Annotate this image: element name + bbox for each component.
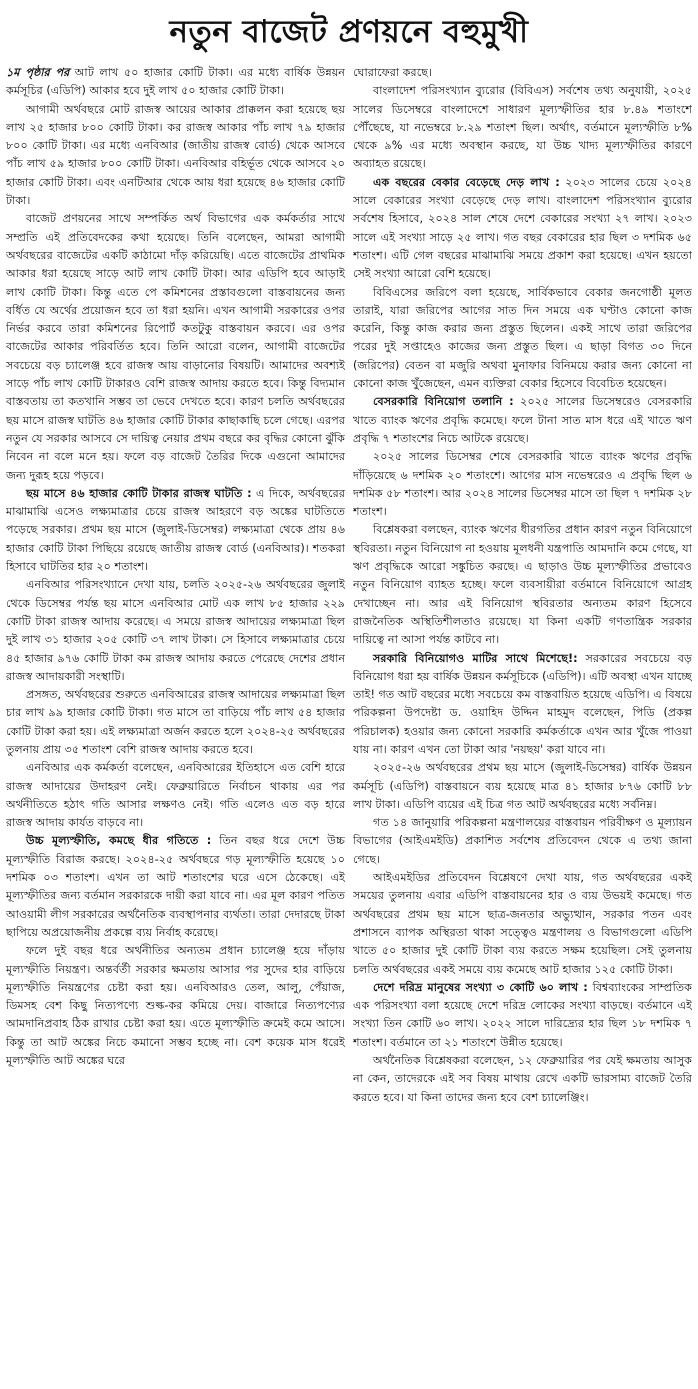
paragraph-left-6: এনবিআর এক কর্মকর্তা বলেছেন, এনবিআরের ইতিহাসে এত বেশি হারে রাজস্ব আদায়ের উদাহরণ নেই। ফেব্রুয়ারিতে নির্বাচন থাকায় এর পর অর্থনীতিতে হঠাৎ গতি আসার লক্ষণও নেই। গতি এলেও এত বড় হারে রাজস্ব আদায় কার্যত বাড়বে না।	[6, 761, 345, 830]
subheading-government-investment: সরকারি বিনিয়োগও মাটির সাথে মিশেছে!:	[373, 651, 578, 665]
paragraph-right-10: আইএমইডির প্রতিবেদন বিশ্লেষণে দেখা যায়, গত অর্থবছরের একই সময়ের তুলনায় এবার এডিপি বাস্তবায়নের হার ও ব্যয় উভয়ই কমেছে। গত অর্থবছরের প্রথম ছয় মাসে ছাত্র-জনতার অভ্যুত্থান, সরকার পতন এবং প্রশাসনে ব্যাপক অস্থিরতা থাকা সত্ত্বেও মন্ত্রণালয় ও বিভাগগুলো এডিপি খাতে ৫০ হাজার দুই কোটি টাকা ব্যয় করতে সক্ষম হয়েছিল। সেই তুলনায় চলতি অর্থবছরের একই সময়ে ব্যয় কমেছে আট হাজার ১২৫ কোটি টাকা।	[353, 871, 692, 976]
paragraph-right-6: বিশ্লেষকরা বলছেন, ব্যাংক ঋণের ধীরগতির প্রধান কারণ নতুন বিনিয়োগে স্থবিরতা। নতুন বিনিয়োগ না হওয়ায় মূলধনী যন্ত্রপাতি আমদানি কমে গেছে, যা ঋণ প্রবৃদ্ধিকে আরো সঙ্কুচিত করছে। এ ছাড়াও উচ্চ মূল্যস্ফীতির প্রভাবেও নতুন বিনিয়োগ ব্যাহত হচ্ছে। ফলে ব্যবসায়ীরা বর্তমানে বিনিয়োগে আগ্রহ দেখাচ্ছেন না। আর এই বিনিয়োগ স্থবিরতার অন্যতম কারণ হিসেবে রাজনৈতিক অস্থিতিশীলতাও রয়েছে। যা কিনা একটি গণতান্ত্রিক সরকার দায়িত্বে না আসা পর্যন্ত কাটবে না।	[353, 523, 692, 647]
paragraph-left-4: এনবিআর পরিসংখ্যানে দেখা যায়, চলতি ২০২৫-২৬ অর্থবছরের জুলাই থেকে ডিসেম্বর পর্যন্ত ছয় মাসে এনবিআর মোট এক লাখ ৮৫ হাজার ২২৯ কোটি টাকা রাজস্ব আদায় করেছে। এ সময়ে রাজস্ব আদায়ের লক্ষ্যমাত্রা ছিল দুই লাখ ৩১ হাজার ২০৫ কোটি ৩৭ লাখ টাকা। সে হিসাবে লক্ষ্যমাত্রার চেয়ে ৪৫ হাজার ৯৭৬ কোটি টাকা কম রাজস্ব আদায় করতে পেরেছে দেশের প্রধান রাজস্ব আদায়কারী সংস্থাটি।	[6, 578, 345, 683]
article-body	[6, 64, 692, 1380]
paragraph-left-5: প্রসঙ্গত, অর্থবছরের শুরুতে এনবিআরের রাজস্ব আদায়ের লক্ষ্যমাত্রা ছিল চার লাখ ৯৯ হাজার কোটি টাকা। গত মাসে তা বাড়িয়ে পাঁচ লাখ ৫৪ হাজার কোটি টাকা করা হয়। এই লক্ষ্যমাত্রা অর্জন করতে হলে ২০২৪-২৫ অর্থবছরের তুলনায় প্রায় ৩৫ শতাংশ বেশি রাজস্ব আদায় করতে হবে।	[6, 688, 345, 756]
paragraph-right-2: এক বছরের বেকার বেড়েছে দেড় লাখ : ২০২৩ সালের চেয়ে ২০২৪ সালে বেকারের সংখ্যা বেড়েছে দেড় লাখ। বাংলাদেশ পরিসংখ্যান ব্যুরোর সর্বশেষ হিসাবে, ২০২৪ সাল শেষে দেশে বেকারের সংখ্যা ২৭ লাখ। ২০২৩ সালে এই সংখ্যা সাড়ে ২৫ লাখ। গত বছর বেকারের হার ছিল ৩ দশমিক ৬৫ শতাংশ। এটি গেল বছরের মাঝামাঝি সময়ে প্রকাশ করা হয়েছে। এখন হয়তো সেই সংখ্যা আরো বেশি হয়েছে।	[353, 175, 692, 281]
left-column	[6, 64, 345, 1380]
paragraph-right-3: বিবিএসের জরিপে বলা হয়েছে, সার্বিকভাবে বেকার জনগোষ্ঠী মূলত তারাই, যারা জরিপের আগের সাত দিন সময়ে এক ঘণ্টাও কোনো কাজ করেনি, কিন্তু কাজ করার জন্য প্রস্তুত ছিলেন। একই সাথে তারা জরিপের পরের দুই সপ্তাহেও কাজের জন্য প্রস্তুত ছিল। এ ছাড়া বিগত ৩০ দিনে (জরিপের) বেতন বা মজুরি অথবা মুনাফার বিনিময়ে করার জন্য কোনো না কোনো কাজ খুঁজেছেন, এমন ব্যক্তিরা বেকার হিসেবে বিবেচিত হয়েছেন।	[353, 285, 692, 391]
paragraph-left-0: ১ম পৃষ্ঠার পর আট লাখ ৫০ হাজার কোটি টাকা। এর মধ্যে বার্ষিক উন্নয়ন কর্মসূচির (এডিপি) আকার হবে দুই লাখ ৫০ হাজার কোটি টাকা।	[6, 66, 345, 98]
continued-from-kicker: ১ম পৃষ্ঠার পর	[6, 66, 70, 79]
paragraph-right-5: ২০২৫ সালের ডিসেম্বর শেষে বেসরকারি খাতে ব্যাংক ঋণের প্রবৃদ্ধি দাঁড়িয়েছে ৬ দশমিক ২০ শতাংশে। আগের মাস নভেম্বরেও এ প্রবৃদ্ধি ছিল ৬ দশমিক ৫৮ শতাংশ। আর ২০২৪ সালের ডিসেম্বর মাসে তা ছিল ৭ দশমিক ২৮ শতাংশ।	[353, 450, 692, 519]
paragraph-right-1: বাংলাদেশ পরিসংখ্যান ব্যুরোর (বিবিএস) সর্বশেষ তথ্য অনুযায়ী, ২০২৫ সালের ডিসেম্বরে বাংলাদেশে সাধারণ মূল্যস্ফীতির হার ৮.৪৯ শতাংশে পৌঁছেছে, যা নভেম্বরে ৮.২৯ শতাংশ ছিল। অর্থাৎ, বর্তমানে মূল্যস্ফীতি ৮% থেকে ৯% এর মধ্যে অবস্থান করছে, যা উচ্চ খাদ্য মূল্যস্ফীতির কারণে অব্যাহত রয়েছে।	[353, 84, 692, 171]
paragraph-right-7: সরকারি বিনিয়োগও মাটির সাথে মিশেছে!: সরকারের সবচেয়ে বড় বিনিয়োগ ধরা হয় বার্ষিক উন্নয়ন কর্মসূচিকে (এডিপি)। এটি অবস্থা এখন যাচ্ছে তাই! গত আট বছরের মধ্যে সবচেয়ে কম বাস্তবায়িত হয়েছে এডিপি। এ বিষয়ে পরিকল্পনা উপদেষ্টা ড. ওয়াহিদ উদ্দিন মাহমুদ বলেছেন, পিডি (প্রকল্প পরিচালক) হওয়ার জন্য কোনো সরকারি কর্মকর্তাকে এখন আর খুঁজে পাওয়া যায় না। কারণ এখন তো টাকা আর 'নয়ছয়' করা যাবে না।	[353, 651, 692, 756]
paragraph-right-0: ঘোরাফেরা করছে।	[353, 66, 432, 79]
subheading-private-investment: বেসরকারি বিনিয়োগ তলানি :	[373, 395, 514, 409]
newspaper-page	[0, 6, 698, 1389]
subheading-unemployment: এক বছরের বেকার বেড়েছে দেড় লাখ :	[373, 175, 560, 189]
paragraph-right-9: গত ১৪ জানুয়ারি পরিকল্পনা মন্ত্রণালয়ের বাস্তবায়ন পরিবীক্ষণ ও মূল্যায়ন বিভাগের (আইএমইডি) প্রকাশিত সর্বশেষ প্রতিবেদন থেকে এ তথ্য জানা গেছে।	[353, 816, 692, 866]
paragraph-left-3: ছয় মাসে ৪৬ হাজার কোটি টাকার রাজস্ব ঘাটতি : এ দিকে, অর্থবছরের মাঝামাঝি এসেও লক্ষ্যমাত্রার চেয়ে রাজস্ব আহরণে বড় অঙ্কের ঘাটতিতে পড়েছে সরকার। প্রথম ছয় মাসে (জুলাই-ডিসেম্বর) লক্ষ্যমাত্রা থেকে প্রায় ৪৬ হাজার কোটি টাকা পিছিয়ে রয়েছে জাতীয় রাজস্ব বোর্ড (এনবিআর)। শতকরা হিসাবে ঘাটতির হার ২০ শতাংশ।	[6, 486, 345, 574]
paragraph-left-1: আগামী অর্থবছরে মোট রাজস্ব আয়ের আকার প্রাক্কলন করা হয়েছে ছয় লাখ ২৫ হাজার ৮০০ কোটি টাকা। কর রাজস্ব আকার পাঁচ লাখ ৭৯ হাজার ৮০০ কোটি টাকা। এর মধ্যে এনবিআর (জাতীয় রাজস্ব বোর্ড) থেকে আসবে পাঁচ লাখ ৫৯ হাজার ৮০০ কোটি টাকা। এনবিআর বহির্ভূত থেকে আসবে ২০ হাজার কোটি টাকা। এবং এনটিআর থেকে আয় ধরা হয়েছে ৪৬ হাজার কোটি টাকা।	[6, 102, 345, 208]
subheading-inflation: উচ্চ মূল্যস্ফীতি, কমছে ধীর গতিতে :	[26, 834, 212, 848]
paragraph-right-11: দেশে দরিদ্র মানুষের সংখ্যা ৩ কোটি ৬০ লাখ : বিশ্বব্যাংকের সাম্প্রতিক এক পরিসংখ্যা বলা হয়েছে দেশে দরিদ্র লোকের সংখ্যা বাড়ছে। বর্তমানে এই সংখ্যা তিন কোটি ৬০ লাখ। ২০২২ সালে দারিদ্র্যের হার ছিল ১৮ দশমিক ৭ শতাংশ। বর্তমানে তা ২১ শতাংশে উন্নীত হয়েছে।	[353, 980, 692, 1049]
paragraph-right-8: ২০২৫-২৬ অর্থবছরের প্রথম ছয় মাসে (জুলাই-ডিসেম্বর) বার্ষিক উন্নয়ন কর্মসূচি (এডিপি) বাস্তবায়নে ব্যয় হয়েছে মাত্র ৪১ হাজার ৮৭৬ কোটি ৮৮ লাখ টাকা। এডিপি ব্যয়ের এই চিত্র গত আট অর্থবছরের মধ্যে সর্বনিম্ন।	[353, 761, 692, 811]
paragraph-left-7: উচ্চ মূল্যস্ফীতি, কমছে ধীর গতিতে : তিন বছর ধরে দেশে উচ্চ মূল্যস্ফীতি বিরাজ করছে। ২০২৪-২৫ অর্থবছরে গড় মূল্যস্ফীতি হয়েছে ১০ দশমিক ০৩ শতাংশ। এখন তা আট শতাংশের ঘরে এসে ঠেকেছে। এই মূল্যস্ফীতির জন্য বর্তমান সরকারকে দায়ী করা যাবে না। এর মূল কারণ পতিত আওয়ামী লীগ সরকারের অর্থনৈতিক ব্যবস্থাপনার ব্যর্থতা। তারা দেদারছে টাকা ছাপিয়ে অপ্রয়োজনীয় প্রকল্পে ব্যয় নির্বাহ করেছে।	[6, 834, 345, 939]
subheading-revenue-deficit: ছয় মাসে ৪৬ হাজার কোটি টাকার রাজস্ব ঘাটতি :	[26, 486, 252, 500]
right-column	[353, 64, 692, 1380]
paragraph-left-2: বাজেট প্রণয়নের সাথে সম্পর্কিত অর্থ বিভাগের এক কর্মকর্তার সাথে সম্প্রতি এই প্রতিবেদকের কথা হয়েছে। তিনি বলেছেন, আমরা আগামী অর্থবছরের বাজেটের একটি কাঠামো দাঁড় করিয়েছি। এতে বাজেটের প্রাথমিক আকার ধরা হয়েছে সাড়ে আট লাখ কোটি টাকা। আর এডিপি হবে আড়াই লাখ কোটি টাকা। কিন্তু এতে পে কমিশনের প্রস্তাবগুলো বাস্তবায়নের জন্য বর্ধিত যে অর্থের প্রয়োজন হবে তা ধরা হয়নি। এখন আগামী সরকারের ওপর নির্ভর করবে তারা কমিশনের রিপোর্ট কতটুকু বাস্তবায়ন করবে। এর ওপর বাজেটের আকার পরিবর্তিত হবে। তিনি আরো বলেন, আগামী বাজেটের সবচেয়ে বড় চ্যালেঞ্জ হবে রাজস্ব আয় বাড়ানোর বিষয়টি। আমাদের অবশ্যই সাড়ে পাঁচ লাখ কোটি টাকারও বেশি রাজস্ব আদায় করতে হবে। কিন্তু বিদ্যমান বাস্তবতায় তা কতখানি সম্ভব তা ভেবে দেখতে হবে। কারণ চলতি অর্থবছরের ছয় মাসে রাজস্ব ঘাটতি ৪৬ হাজার কোটি টাকার কাছাকাছি চলে গেছে। এরপর নতুন যে সরকার আসবে সে দায়িত্ব নেয়ার প্রথম বছরে কর বৃদ্ধির কোনো ঝুঁকি নিবেন না বলে মনে হয়। ফলে বড় বাজেট তৈরির দিকে এগুনো আমাদের জন্য দুরূহ হয়ে পড়বে।	[6, 212, 345, 482]
headline: নতুন বাজেট প্রণয়নে বহুমুখী	[169, 14, 529, 50]
paragraph-right-12: অর্থনৈতিক বিশ্লেষকরা বলেছেন, ১২ ফেব্রুয়ারির পর যেই ক্ষমতায় আসুক না কেন, তাদেরকে এই সব বিষয় মাথায় রেখে একটি ভারসাম্য বাজেট তৈরি করতে হবে। যা কিনা তাদের জন্য হবে বেশ চ্যালেঞ্জিং।	[353, 1054, 692, 1104]
subheading-poverty: দেশে দরিদ্র মানুষের সংখ্যা ৩ কোটি ৬০ লাখ :	[373, 980, 588, 994]
paragraph-left-8: ফলে দুই বছর ধরে অর্থনীতির অন্যতম প্রধান চ্যালেঞ্জ হয়ে দাঁড়ায় মূল্যস্ফীতি নিয়ন্ত্রণ। অন্তর্বর্তী সরকার ক্ষমতায় আসার পর সুদের হার বাড়িয়ে মূল্যস্ফীতি নিয়ন্ত্রণের চেষ্টা করা হয়। এনবিআরও তেল, আলু, পেঁয়াজ, ডিমসহ বেশ কিছু নিত্যপণ্যে শুল্ক-কর কমিয়ে দেয়। বাজারে নিত্যপণ্যের আমদানিপ্রবাহ ঠিক রাখার চেষ্টা করা হয়। এতে মূল্যস্ফীতি ক্রমেই কমে আসে। কিন্তু তা আট অঙ্কের নিচে কমানো সম্ভব হচ্ছে না। বেশ কয়েক মাস ধরেই মূল্যস্ফীতি আট অঙ্কের ঘরে	[6, 944, 345, 1068]
paragraph-right-4: বেসরকারি বিনিয়োগ তলানি : ২০২৫ সালের ডিসেম্বরেও বেসরকারি খাতে ব্যাংক ঋণের প্রবৃদ্ধি কমেছে। ফলে টানা সাত মাস ধরে এই খাতে ঋণ প্রবৃদ্ধি ৭ শতাংশের নিচে আটকে রয়েছে।	[353, 395, 692, 445]
